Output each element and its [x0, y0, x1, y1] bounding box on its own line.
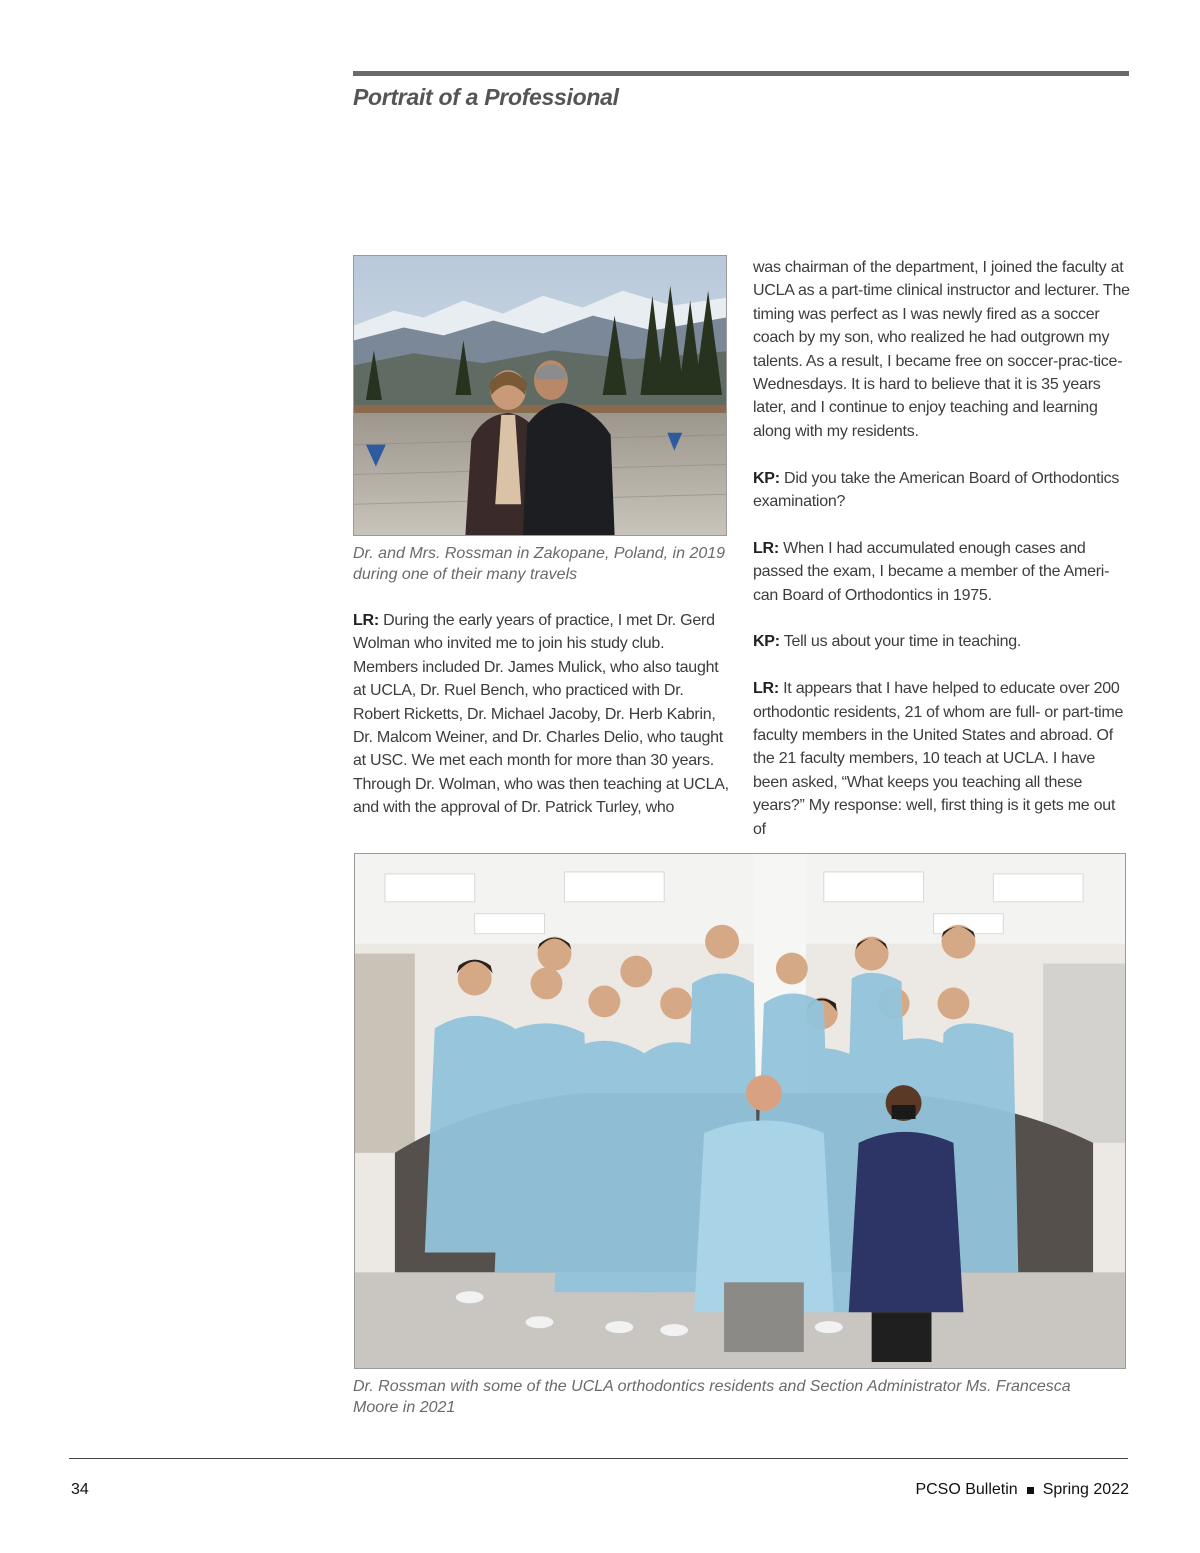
speaker-label: LR: [753, 680, 779, 698]
footer-publication [915, 1481, 1129, 1499]
right-column [753, 256, 1131, 841]
paragraph: was chairman of the department, I joined the faculty at UCLA as a part-time clinical instructor and lecturer. The timing was perfect as I was newly fired as a soccer coach by my son, who realized he had outgrown my talents. As a result, I became free on soccer-prac-tice-Wednesdays. It is hard to believe that it is 35 years later, and I continue to enjoy teaching and learning along with my residents. [753, 259, 1130, 440]
paragraph-text: Did you take the American Board of Orthodontics examination? [753, 469, 1120, 511]
paragraph-text: When I had accumulated enough cases and passed the exam, I became a member of the Ameri-can Board of Orthodontics in 1975. [753, 539, 1110, 604]
speaker-label: KP: [753, 633, 780, 651]
caption-line: Dr. Rossman with some of the UCLA orthodontics residents and Section Administrator Ms. Francesca [353, 1378, 1071, 1395]
group-photo-caption [353, 1376, 1129, 1418]
publication-name: PCSO Bulletin [915, 1481, 1018, 1498]
caption-line: during one of their many travels [353, 566, 578, 583]
speaker-label: LR: [353, 612, 379, 629]
page-number: 34 [71, 1481, 89, 1498]
footer-rule [69, 1458, 1128, 1459]
paragraph [753, 537, 1131, 607]
caption-line: Dr. and Mrs. Rossman in Zakopane, Poland, in 2019 [353, 545, 726, 562]
paragraph [353, 609, 729, 820]
travel-photo [353, 255, 727, 536]
travel-photo-caption [353, 543, 733, 585]
paragraph [753, 677, 1131, 841]
section-title: Portrait of a Professional [353, 84, 619, 110]
paragraph-text: Tell us about your time in teaching. [783, 633, 1022, 651]
paragraph-text: It appears that I have helped to educate over 200 orthodontic residents, 21 of whom are full- or part-time faculty members in the United States and abroad. Of the 21 faculty members, 10 teach at UCLA. I have been asked, “What keeps you teaching all these years?” My response: well, first thing is it gets me out of [753, 680, 1124, 838]
group-photo [354, 853, 1126, 1369]
paragraph [753, 467, 1131, 514]
left-column [353, 609, 729, 820]
issue-label: Spring 2022 [1042, 1481, 1129, 1498]
square-bullet-icon [1027, 1487, 1034, 1494]
paragraph [753, 630, 1131, 653]
speaker-label: KP: [753, 469, 780, 487]
paragraph-text: During the early years of practice, I met Dr. Gerd Wolman who invited me to join his study club. Members included Dr. James Mulick, who also taught at UCLA, Dr. Ruel Bench, who practiced with Dr. Robert Ricketts, Dr. Michael Jacoby, Dr. Herb Kabrin, Dr. Malcom Weiner, and Dr. Charles Delio, who taught at USC. We met each month for more than 30 years. Through Dr. Wolman, who was then teaching at UCLA, and with the approval of Dr. Patrick Turley, who [353, 612, 729, 817]
header-rule [353, 71, 1129, 76]
speaker-label: LR: [753, 539, 779, 557]
caption-line: Moore in 2021 [353, 1399, 456, 1416]
